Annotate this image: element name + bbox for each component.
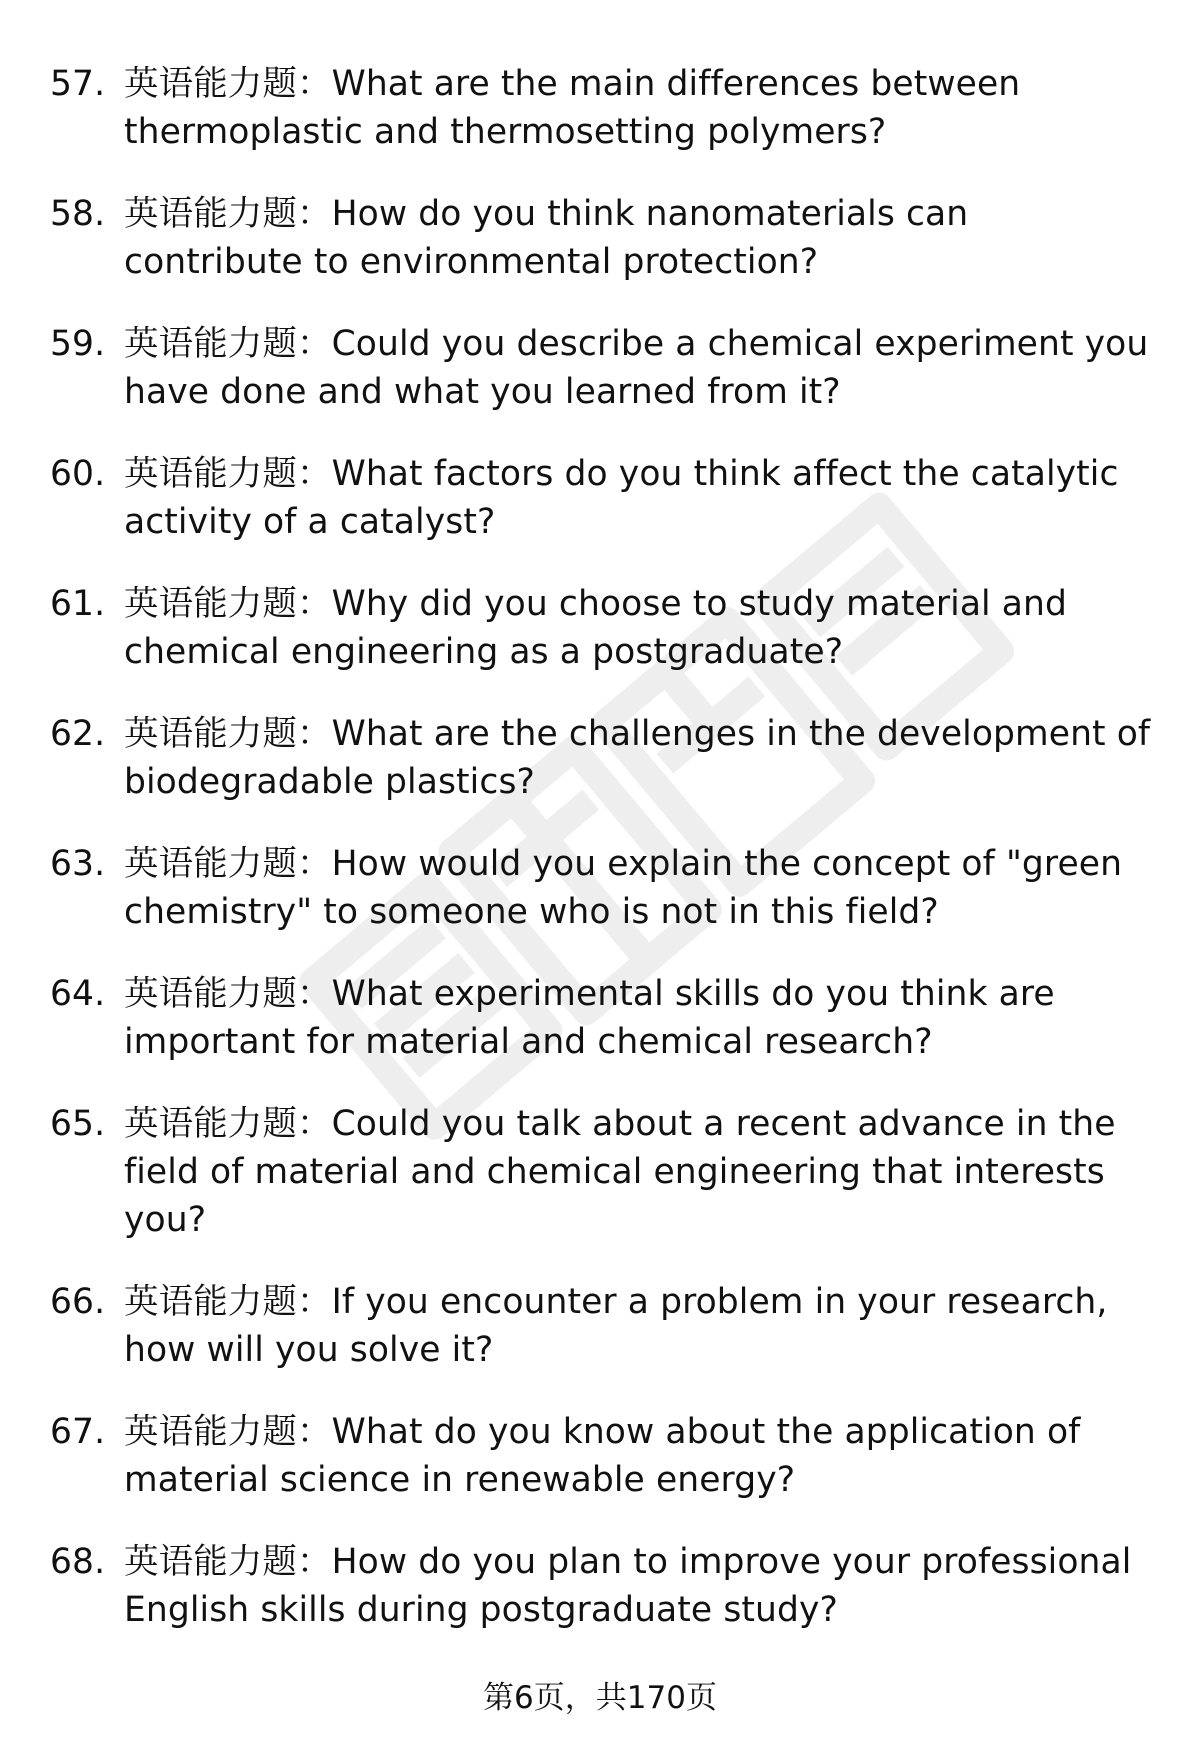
- question-item: [50, 320, 1160, 416]
- question-body: [124, 190, 1154, 286]
- question-item: [50, 1538, 1160, 1634]
- question-text: What are the challenges in the development of biodegradable plastics?: [124, 714, 1151, 802]
- question-item: [50, 710, 1160, 806]
- question-category: 英语能力题：: [124, 584, 332, 624]
- question-category: 英语能力题：: [124, 974, 332, 1014]
- question-number: 60.: [50, 454, 106, 494]
- question-text: What experimental skills do you think are important for material and chemical research?: [124, 974, 1055, 1062]
- question-number: 63.: [50, 844, 106, 884]
- question-body: [124, 1100, 1154, 1244]
- question-category: 英语能力题：: [124, 1412, 332, 1452]
- question-item: [50, 190, 1160, 286]
- question-category: 英语能力题：: [124, 1542, 332, 1582]
- question-body: [124, 1408, 1154, 1504]
- question-list: [50, 60, 1160, 1668]
- question-text: Could you talk about a recent advance in the field of material and chemical engineering that interests you?: [124, 1104, 1116, 1240]
- question-item: [50, 840, 1160, 936]
- question-number: 64.: [50, 974, 106, 1014]
- question-text: How do you think nanomaterials can contribute to environmental protection?: [124, 194, 969, 282]
- question-number: 67.: [50, 1412, 106, 1452]
- question-category: 英语能力题：: [124, 1282, 332, 1322]
- question-text: Could you describe a chemical experiment you have done and what you learned from it?: [124, 324, 1149, 412]
- question-category: 英语能力题：: [124, 714, 332, 754]
- question-item: [50, 970, 1160, 1066]
- question-item: [50, 450, 1160, 546]
- question-body: [124, 320, 1154, 416]
- question-body: [124, 1278, 1154, 1374]
- question-body: [124, 970, 1154, 1066]
- question-body: [124, 840, 1154, 936]
- question-body: [124, 450, 1154, 546]
- question-text: If you encounter a problem in your research, how will you solve it?: [124, 1282, 1108, 1370]
- page-number-footer: 第6页，共170页: [483, 1680, 717, 1716]
- question-body: [124, 1538, 1154, 1634]
- question-number: 62.: [50, 714, 106, 754]
- question-category: 英语能力题：: [124, 324, 332, 364]
- question-item: [50, 60, 1160, 156]
- question-item: [50, 580, 1160, 676]
- question-category: 英语能力题：: [124, 64, 332, 104]
- question-text: Why did you choose to study material and chemical engineering as a postgraduate?: [124, 584, 1068, 672]
- question-text: How do you plan to improve your professional English skills during postgraduate study?: [124, 1542, 1132, 1630]
- question-text: How would you explain the concept of "green chemistry" to someone who is not in this field?: [124, 844, 1123, 932]
- question-category: 英语能力题：: [124, 844, 332, 884]
- question-text: What do you know about the application of material science in renewable energy?: [124, 1412, 1081, 1500]
- question-body: [124, 710, 1154, 806]
- question-category: 英语能力题：: [124, 1104, 332, 1144]
- question-category: 英语能力题：: [124, 454, 332, 494]
- question-item: [50, 1408, 1160, 1504]
- question-number: 59.: [50, 324, 106, 364]
- question-number: 66.: [50, 1282, 106, 1322]
- question-text: What are the main differences between thermoplastic and thermosetting polymers?: [124, 64, 1021, 152]
- question-text: What factors do you think affect the catalytic activity of a catalyst?: [124, 454, 1119, 542]
- question-number: 61.: [50, 584, 106, 624]
- question-number: 68.: [50, 1542, 106, 1582]
- question-item: [50, 1100, 1160, 1244]
- question-category: 英语能力题：: [124, 194, 332, 234]
- question-item: [50, 1278, 1160, 1374]
- question-body: [124, 60, 1154, 156]
- question-number: 57.: [50, 64, 106, 104]
- question-number: 58.: [50, 194, 106, 234]
- question-number: 65.: [50, 1104, 106, 1144]
- question-body: [124, 580, 1154, 676]
